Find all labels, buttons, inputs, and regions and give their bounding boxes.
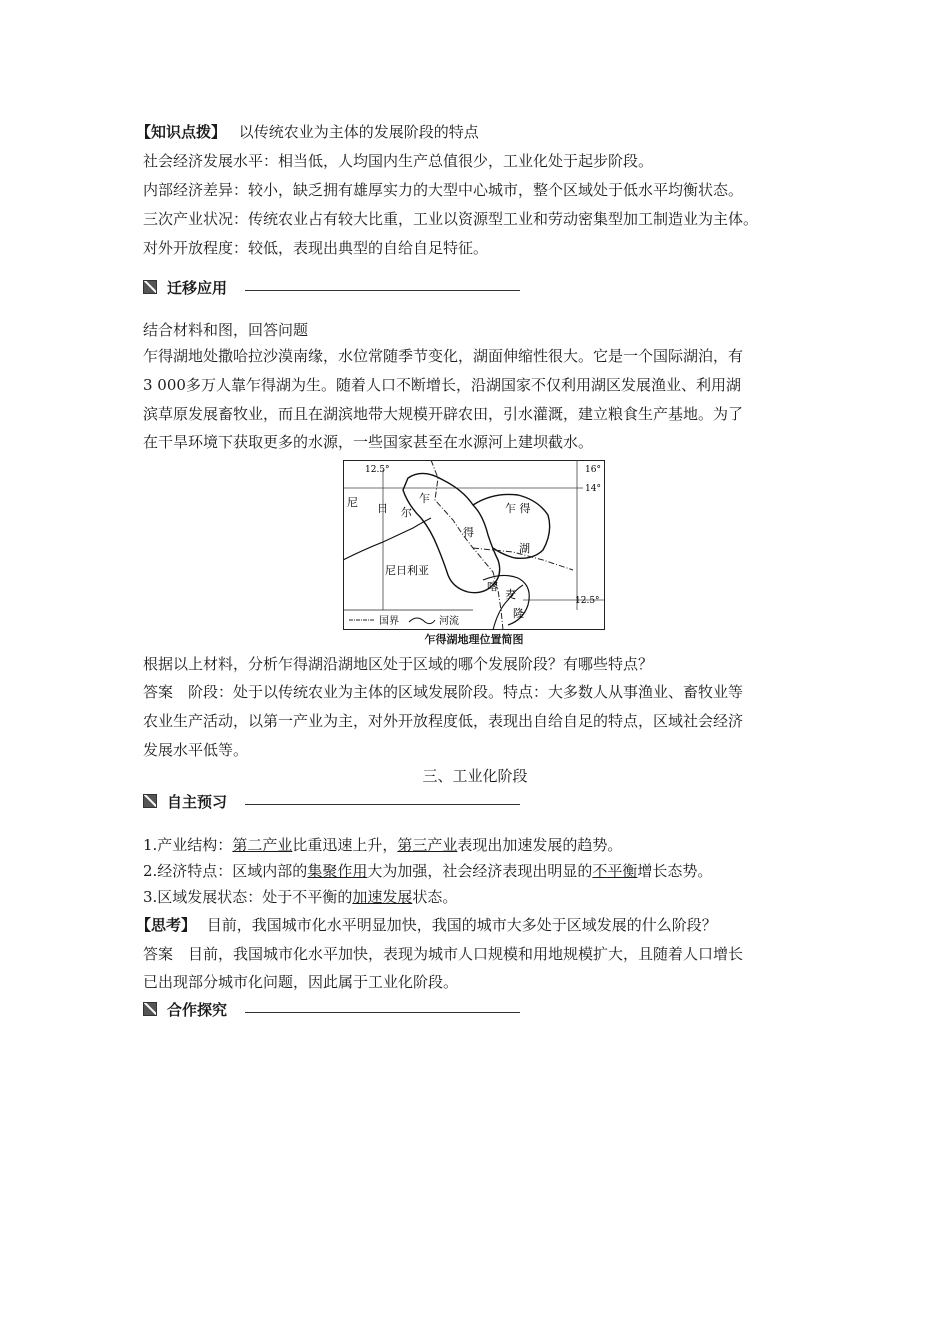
section-rule <box>245 290 520 291</box>
answer-blank: 加速发展 <box>352 888 413 906</box>
text: 状态。 <box>412 888 458 906</box>
map-label: 乍 得 <box>505 502 531 515</box>
application-paragraph-line: 乍得湖地处撒哈拉沙漠南缘，水位常随季节变化，湖面伸缩性很大。它是一个国际湖泊，有 <box>143 347 744 365</box>
section-rule <box>245 804 520 805</box>
section-square-icon <box>143 1002 157 1016</box>
text: 1.产业结构： <box>143 836 233 854</box>
map-label: 麦 <box>505 588 516 601</box>
section-square-icon <box>143 794 157 808</box>
legend-label: 国界 <box>379 616 399 627</box>
application-question: 根据以上材料，分析乍得湖沿湖地区处于区域的哪个发展阶段？有哪些特点？ <box>143 655 654 673</box>
application-paragraph-line: 3 000多万人靠乍得湖为生。随着人口不断增长，沿湖国家不仅利用湖区发展渔业、利用湖 <box>143 376 741 394</box>
lat-label: 14° <box>585 484 601 494</box>
map-label: 乍 <box>419 492 430 505</box>
knowledge-line: 社会经济发展水平：相当低，人均国内生产总值很少，工业化处于起步阶段。 <box>143 152 654 170</box>
section-heading: 三、工业化阶段 <box>422 767 528 785</box>
map-label: 喀 <box>487 580 498 593</box>
application-paragraph-line: 在干旱环境下获取更多的水源，一些国家甚至在水源河上建坝截水。 <box>143 433 594 451</box>
knowledge-line: 对外开放程度：较低，表现出典型的自给自足特征。 <box>143 239 489 257</box>
text: 比重迅速上升， <box>292 836 398 854</box>
map-caption: 乍得湖地理位置简图 <box>424 633 524 646</box>
section-self-preview <box>143 790 227 812</box>
text: 2.经济特点：区域内部的 <box>143 862 308 880</box>
lake-chad-map <box>343 460 605 630</box>
application-answer-line: 答案 阶段：处于以传统农业为主体的区域发展阶段。特点：大多数人从事渔业、畜牧业等 <box>143 683 744 701</box>
application-intro: 结合材料和图，回答问题 <box>143 321 309 339</box>
knowledge-heading <box>136 122 479 142</box>
think-heading <box>136 915 717 935</box>
map-label: 尼 <box>347 496 358 509</box>
section-title: 自主预习 <box>167 792 228 811</box>
knowledge-line: 内部经济差异：较小，缺乏拥有雄厚实力的大型中心城市，整个区域处于低水平均衡状态。 <box>143 181 744 199</box>
map-label: 尔 <box>401 506 412 519</box>
knowledge-tag: 【知识点拨】 <box>136 123 227 141</box>
application-answer-line: 发展水平低等。 <box>143 741 249 759</box>
answer-blank: 第三产业 <box>397 836 458 854</box>
section-square-icon <box>143 280 157 294</box>
preview-item-3 <box>143 887 457 907</box>
map-label: 尼日利亚 <box>385 564 429 577</box>
text: 表现出加速发展的趋势。 <box>457 836 623 854</box>
lon-label: 16° <box>585 465 601 475</box>
text: 大为加强，社会经济表现出明显的 <box>367 862 593 880</box>
section-title: 合作探究 <box>167 1000 228 1019</box>
map-label: 隆 <box>513 607 524 620</box>
answer-blank: 不平衡 <box>592 862 638 880</box>
legend-label: 河流 <box>439 616 459 627</box>
preview-item-2 <box>143 861 712 881</box>
section-title: 迁移应用 <box>167 278 228 297</box>
text: 增长态势。 <box>637 862 713 880</box>
section-transfer-application <box>143 276 227 298</box>
preview-item-1 <box>143 835 622 855</box>
application-paragraph-line: 滨草原发展畜牧业，而且在湖滨地带大规模开辟农田，引水灌溉，建立粮食生产基地。为了 <box>143 405 744 423</box>
text: 3.区域发展状态：处于不平衡的 <box>143 888 353 906</box>
map-label: 得 <box>463 526 474 539</box>
think-answer-line: 已出现部分城市化问题，因此属于工业化阶段。 <box>143 973 459 991</box>
answer-blank: 集聚作用 <box>307 862 368 880</box>
application-answer-line: 农业生产活动，以第一产业为主，对外开放程度低，表现出自给自足的特点，区域社会经济 <box>143 712 744 730</box>
map-label: 日 <box>377 502 388 515</box>
section-cooperative-inquiry <box>143 998 227 1020</box>
think-question: 目前，我国城市化水平明显加快，我国的城市大多处于区域发展的什么阶段？ <box>206 916 717 934</box>
knowledge-title: 以传统农业为主体的发展阶段的特点 <box>238 123 479 141</box>
answer-blank: 第二产业 <box>232 836 293 854</box>
think-tag: 【思考】 <box>136 916 197 934</box>
section-rule <box>245 1012 520 1013</box>
think-answer-line: 答案 目前，我国城市化水平加快，表现为城市人口规模和用地规模扩大，且随着人口增长 <box>143 945 744 963</box>
lat-label: 12.5° <box>575 596 600 606</box>
knowledge-line: 三次产业状况：传统农业占有较大比重，工业以资源型工业和劳动密集型加工制造业为主体。 <box>143 210 759 228</box>
lat-label: 12.5° <box>365 465 390 475</box>
map-label: 湖 <box>519 542 530 555</box>
